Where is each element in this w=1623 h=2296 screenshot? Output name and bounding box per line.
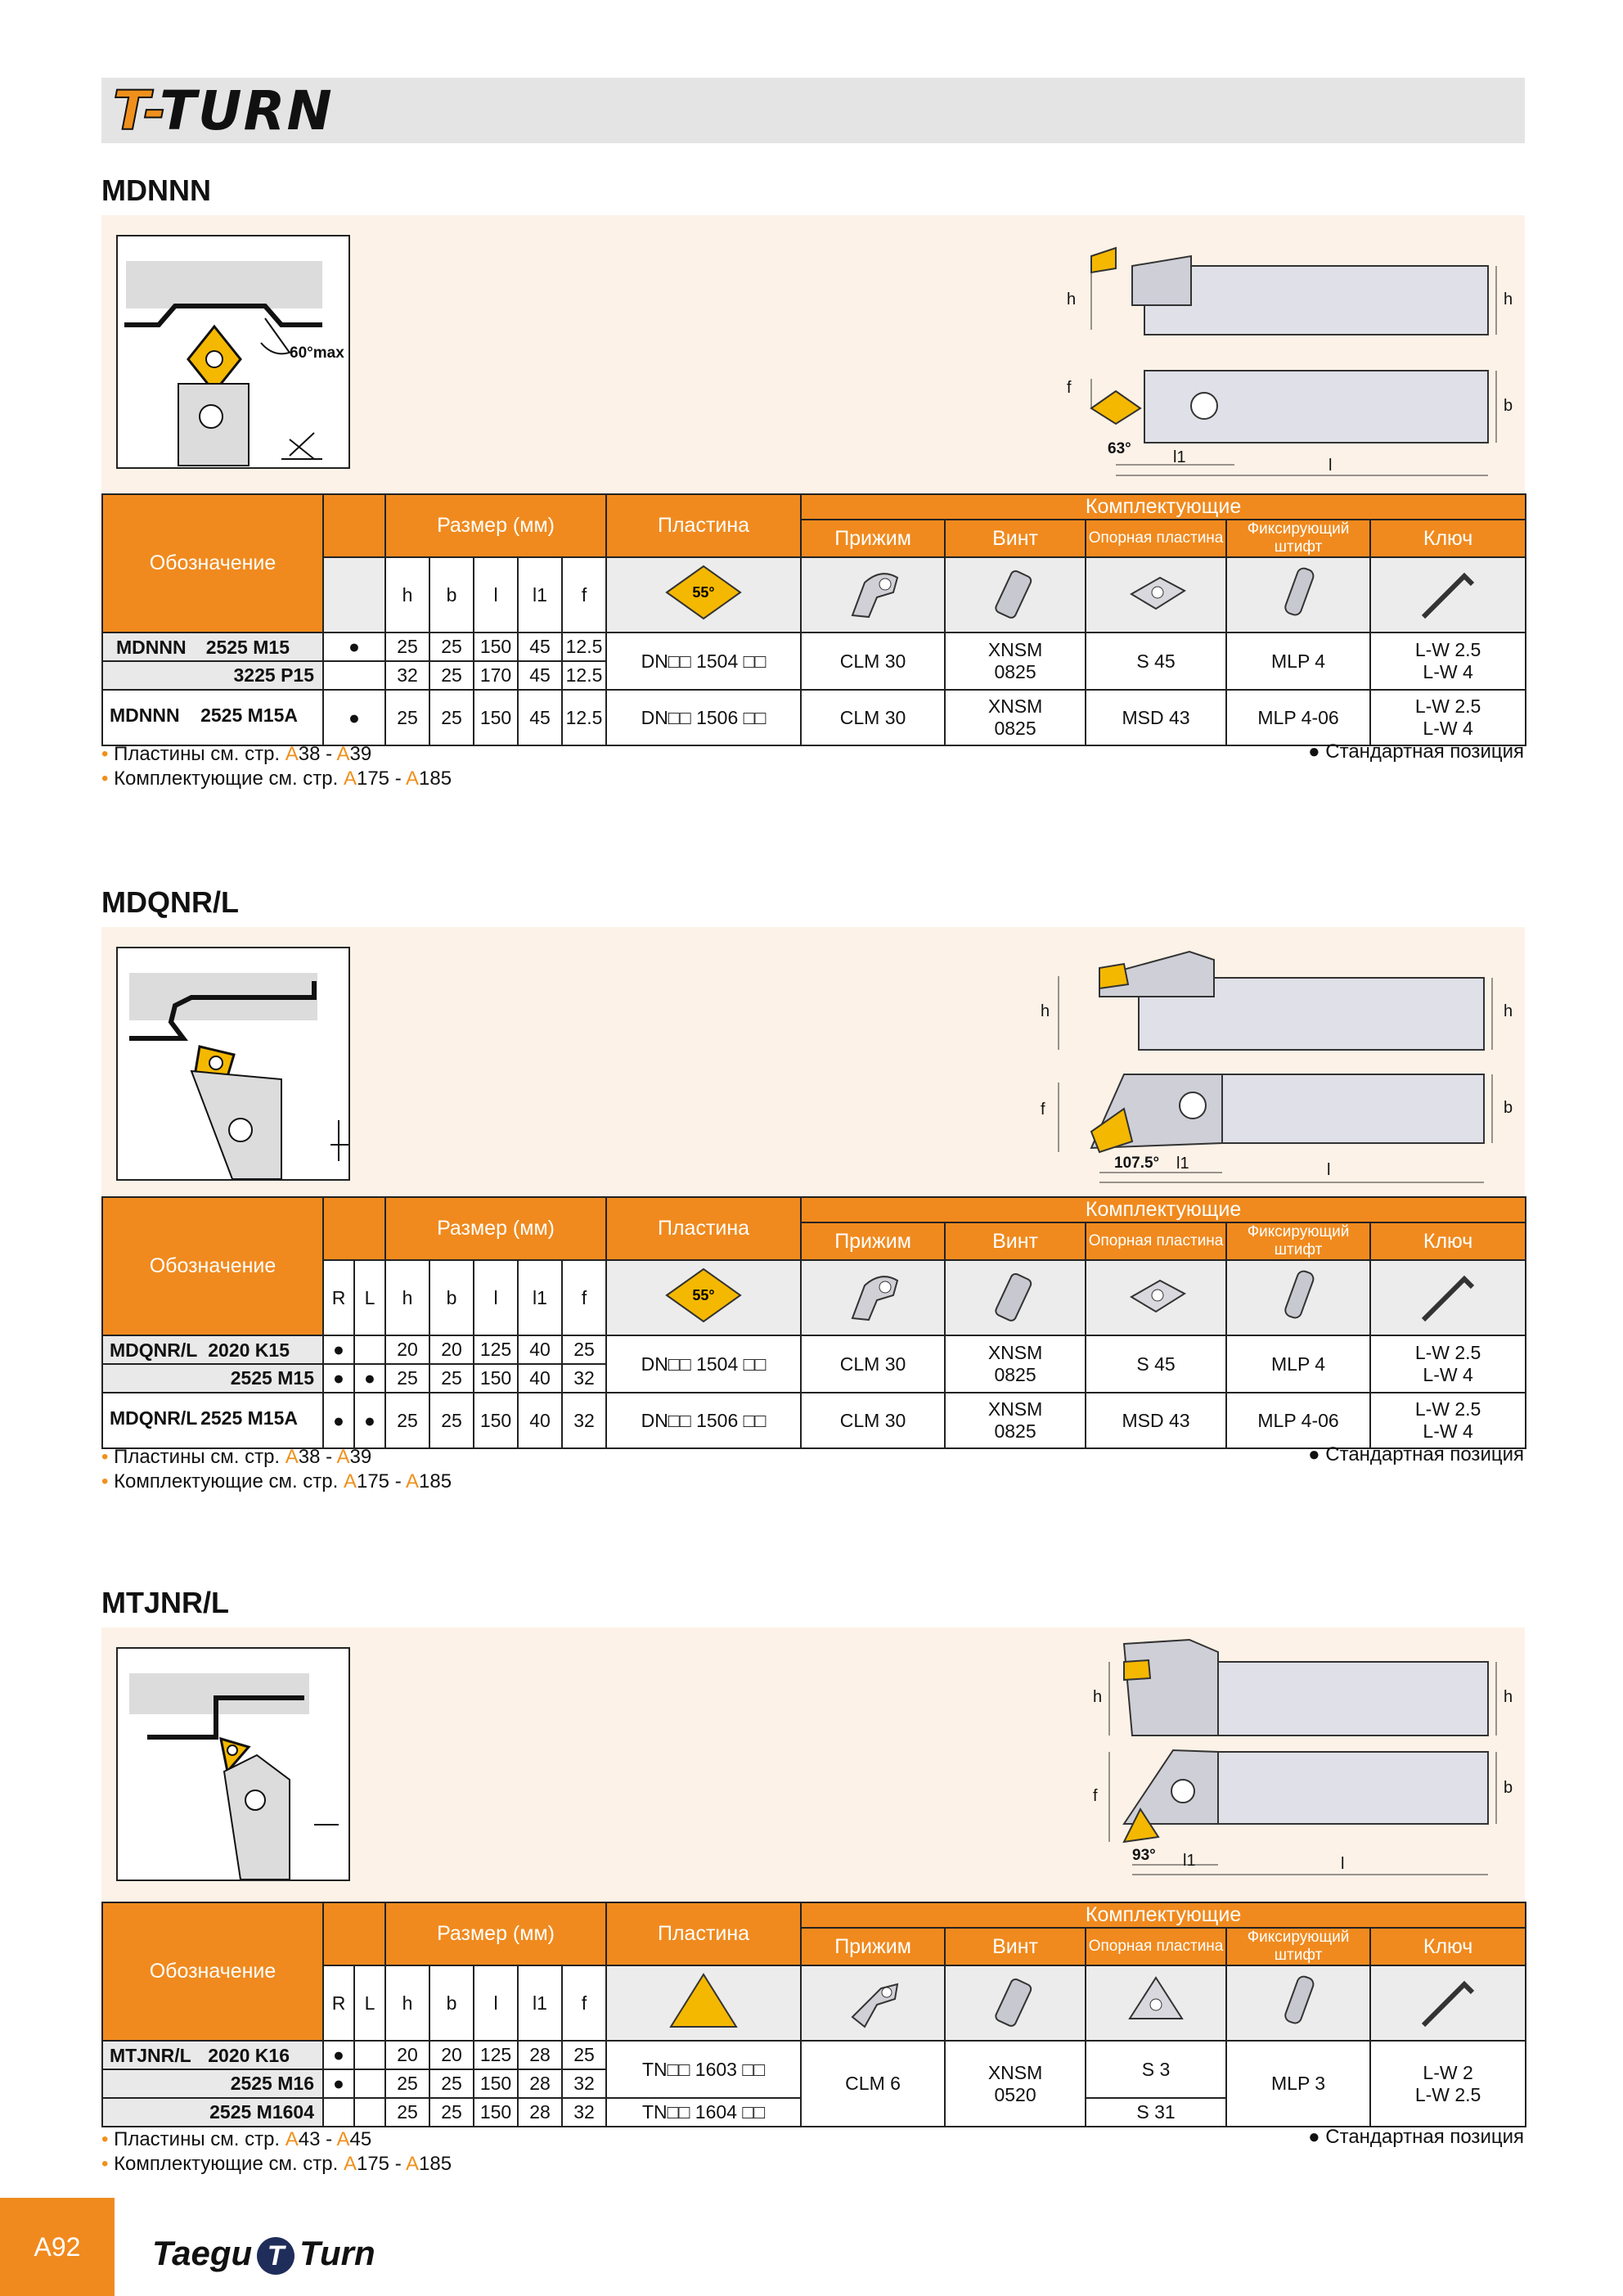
- clamp-icon: [801, 1965, 945, 2041]
- svg-text:55°: 55°: [692, 1287, 715, 1303]
- tool-holder-icon: [1001, 1627, 1525, 1906]
- diagram-panel-mdqnrl: [101, 927, 1525, 1205]
- key-icon: [1370, 1965, 1526, 2041]
- locking-pin-icon: [1226, 557, 1370, 633]
- holder-dimension-drawing: h h f b 107.5° l1 l: [1001, 927, 1525, 1205]
- section-title-mdqnrl: MDQNR/L: [101, 885, 239, 919]
- insert-55-icon: [606, 557, 801, 633]
- t-turn-logo: T-TURN: [113, 79, 334, 142]
- holder-dimension-drawing: h h f b 93° l1 l: [1001, 1627, 1525, 1906]
- section-title-mtjnrl: MTJNR/L: [101, 1586, 229, 1619]
- screw-icon: [945, 1260, 1086, 1335]
- tool-holder-icon: [1001, 927, 1525, 1205]
- shim-icon: [1086, 557, 1226, 633]
- holder-dimension-drawing: h h f b 63° l1 l: [1001, 215, 1525, 493]
- operation-diagram: [116, 235, 350, 469]
- spec-table-mtjnrl: Обозначение Размер (мм) Пластина Комплектующие Прижим Винт Опорная пластина Фиксирующий штифт Ключ R L h b l l1 f MTJNR/L 2020 K16 ● 20 20 125 28 25 TN□□ 1603 □□ CLM 6 XNSM 0520 S 3 MLP 3 L-W 2 L-W 2.5 2525 M16 ● 25 25 150 28 32 2525 M1604 25 25 150 28 32 TN□□ 1604 □□ S 31: [101, 1902, 1526, 2127]
- diagram-panel-mtjnrl: [101, 1627, 1525, 1906]
- standard-item-legend: ● Стандартная позиция: [1308, 2126, 1524, 2148]
- section-title-mdnnn: MDNNN: [101, 173, 211, 207]
- spec-table-mdqnrl: Обозначение Размер (мм) Пластина Комплектующие Прижим Винт Опорная пластина Фиксирующий штифт Ключ R L h b l l1 f 55° MDQNR/L 2020 K15 ● 20 20 125 40 25 DN□□ 1504 □□ CLM 30 XNSM 0825 S 45 MLP 4 L-W 2.5 L-W 4 2525 M15 ● ● 25 25 150 40 32 MDQNR/L 2525 M15A ● ● 25 25 150 40 32 DN□□ 1506 □□ CLM 30 XNSM 0825 MSD 43 MLP 4-06 L-W 2.5 L-W 4: [101, 1196, 1526, 1449]
- standard-item-legend: ● Стандартная позиция: [1308, 741, 1524, 763]
- screw-icon: [945, 1965, 1086, 2041]
- shim-icon: [1086, 1260, 1226, 1335]
- machining-diagram-icon: [118, 1649, 348, 1880]
- standard-item-legend: ● Стандартная позиция: [1308, 1443, 1524, 1465]
- screw-icon: [945, 557, 1086, 633]
- clamp-icon: [801, 1260, 945, 1335]
- diagram-panel-mdnnn: [101, 215, 1525, 493]
- max-angle-label: 60°max: [290, 344, 344, 362]
- notes-mtjnrl: • Пластины см. стр. A43 - A45 • Комплектующие см. стр. A175 - A185: [101, 2128, 452, 2175]
- taegu-turn-logo: Taegu T Turn: [152, 2234, 375, 2275]
- key-icon: [1370, 557, 1526, 633]
- spec-table-mdnnn: Обозначение Размер (мм) Пластина Комплектующие Прижим Винт Опорная пластина Фиксирующий штифт Ключ h b l l1 f 55° MDNNN 2525 M15 ● 25 25 150 45 12.5 DN□□ 1504 □□ CLM 30 XNSM 0825 S 45 MLP 4 L-W 2.5 L-W 4 3225 P15 32 25 170 45 12.5 MDNNN 2525 M15A ● 25 25 150 45 12.5 DN□□ 1506 □□ CLM 30 XNSM 0825 MSD 43 MLP 4-06 L-W 2.5 L-W 4: [101, 493, 1526, 746]
- page-number: A92: [0, 2198, 115, 2296]
- machining-diagram-icon: [118, 948, 348, 1179]
- insert-triangle-icon: [606, 1965, 801, 2041]
- tool-holder-icon: [1001, 215, 1525, 493]
- operation-diagram: [116, 1647, 350, 1881]
- clamp-icon: [801, 557, 945, 633]
- shim-icon: [1086, 1965, 1226, 2041]
- operation-diagram: [116, 947, 350, 1181]
- notes-mdqnrl: • Пластины см. стр. A38 - A39 • Комплектующие см. стр. A175 - A185: [101, 1446, 452, 1492]
- locking-pin-icon: [1226, 1260, 1370, 1335]
- insert-55-icon: [606, 1260, 801, 1335]
- key-icon: [1370, 1260, 1526, 1335]
- notes-mdnnn: • Пластины см. стр. A38 - A39 • Комплектующие см. стр. A175 - A185: [101, 743, 452, 790]
- locking-pin-icon: [1226, 1965, 1370, 2041]
- svg-text:55°: 55°: [692, 584, 715, 601]
